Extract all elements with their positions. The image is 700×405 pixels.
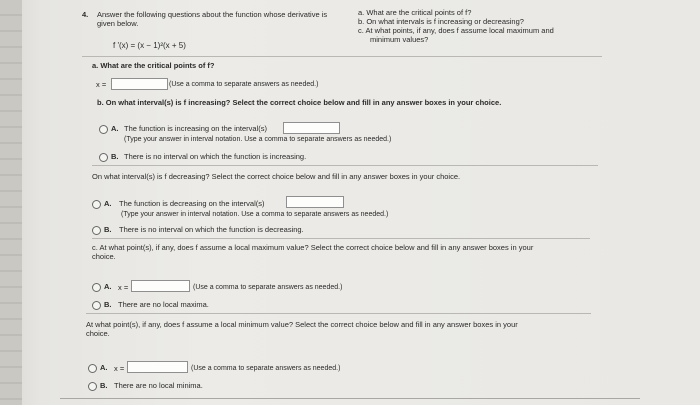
part-a-question: a. What are the critical points of f? xyxy=(92,61,215,70)
question-number: 4. xyxy=(82,10,89,19)
part-a-x-label: x = xyxy=(96,80,107,89)
divider xyxy=(86,313,591,314)
side-question-a: a. What are the critical points of f? xyxy=(358,8,472,17)
side-question-c-line1: c. At what points, if any, does f assume local maximum and xyxy=(358,26,554,35)
local-max-option-b-text: There are no local maxima. xyxy=(118,300,209,309)
local-min-input[interactable] xyxy=(127,361,188,373)
part-b-decreasing-question: On what interval(s) is f decreasing? Select the correct choice below and fill in any answer boxes in your choice. xyxy=(92,172,461,181)
side-question-c-line2: minimum values? xyxy=(370,35,429,44)
divider xyxy=(92,165,598,166)
divider xyxy=(82,56,602,57)
decreasing-option-b-text: There is no interval on which the function is decreasing. xyxy=(119,225,304,234)
local-min-option-b-text: There are no local minima. xyxy=(114,381,203,390)
local-min-option-a-letter: A. xyxy=(100,363,108,372)
part-b-increasing-question: b. On what interval(s) is f increasing? Select the correct choice below and fill in any answer boxes in your choice. xyxy=(97,98,502,107)
increasing-option-a-hint: (Type your answer in interval notation. Use a comma to separate answers as needed.) xyxy=(124,136,392,143)
local-min-option-b-letter: B. xyxy=(100,381,108,390)
critical-points-input[interactable] xyxy=(111,78,168,90)
binder-spine xyxy=(0,0,22,405)
part-c-max-question-line2: choice. xyxy=(92,252,116,261)
local-max-hint: (Use a comma to separate answers as needed.) xyxy=(193,284,343,291)
intro-line-1: Answer the following questions about the function whose derivative is xyxy=(97,10,328,19)
divider xyxy=(92,238,590,239)
increasing-option-a-letter: A. xyxy=(111,124,119,133)
increasing-option-a-radio[interactable] xyxy=(99,125,108,134)
local-min-x-label: x = xyxy=(114,364,125,373)
decreasing-option-a-hint: (Type your answer in interval notation. Use a comma to separate answers as needed.) xyxy=(121,211,389,218)
decreasing-option-b-letter: B. xyxy=(104,225,112,234)
increasing-option-b-radio[interactable] xyxy=(99,153,108,162)
intro-line-2: given below. xyxy=(97,19,139,28)
part-a-hint: (Use a comma to separate answers as needed.) xyxy=(169,81,319,88)
side-question-b: b. On what intervals is f increasing or decreasing? xyxy=(358,17,524,26)
local-max-input[interactable] xyxy=(131,280,190,292)
part-c-min-question-line2: choice. xyxy=(86,329,110,338)
part-c-min-question-line1: At what point(s), if any, does f assume a local minimum value? Select the correct choice below and fill in any answer boxes in your xyxy=(86,320,518,329)
local-max-option-b-radio[interactable] xyxy=(92,301,101,310)
local-min-option-a-radio[interactable] xyxy=(88,364,97,373)
decreasing-option-a-radio[interactable] xyxy=(92,200,101,209)
decreasing-interval-input[interactable] xyxy=(286,196,344,208)
decreasing-option-a-text: The function is decreasing on the interval(s) xyxy=(119,199,265,208)
increasing-option-b-text: There is no interval on which the function is increasing. xyxy=(124,152,307,161)
bottom-divider xyxy=(60,398,640,399)
decreasing-option-a-letter: A. xyxy=(104,199,112,208)
local-max-option-b-letter: B. xyxy=(104,300,112,309)
local-min-hint: (Use a comma to separate answers as needed.) xyxy=(191,365,341,372)
local-max-option-a-letter: A. xyxy=(104,282,112,291)
increasing-interval-input[interactable] xyxy=(283,122,340,134)
local-max-option-a-radio[interactable] xyxy=(92,283,101,292)
local-max-x-label: x = xyxy=(118,283,129,292)
increasing-option-b-letter: B. xyxy=(111,152,119,161)
increasing-option-a-text: The function is increasing on the interval(s) xyxy=(124,124,267,133)
decreasing-option-b-radio[interactable] xyxy=(92,226,101,235)
local-min-option-b-radio[interactable] xyxy=(88,382,97,391)
derivative-formula: f '(x) = (x − 1)²(x + 5) xyxy=(113,41,186,50)
part-c-max-question-line1: c. At what point(s), if any, does f assume a local maximum value? Select the correct choice below and fill in any answer boxes in your xyxy=(92,243,534,252)
